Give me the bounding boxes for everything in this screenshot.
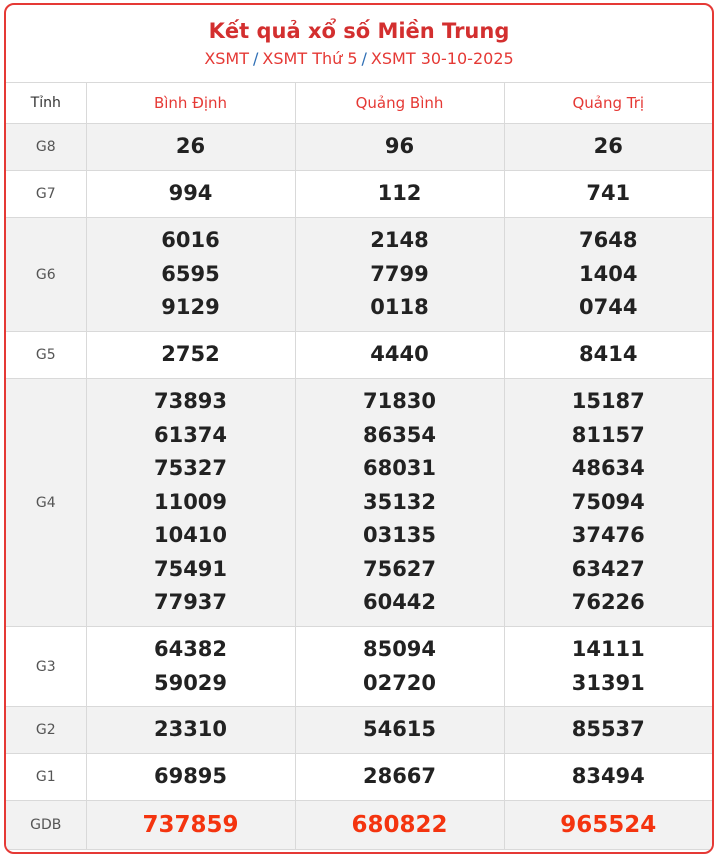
prize-number: 71830 (362, 389, 437, 414)
breadcrumb-xsmt-date[interactable]: XSMT 30-10-2025 (370, 49, 514, 68)
prize-label: G3 (6, 627, 86, 707)
results-table (6, 82, 712, 850)
prize-row-g5 (6, 332, 712, 379)
prize-cell (86, 124, 295, 171)
results-card (4, 3, 714, 854)
prize-number: 96 (384, 134, 415, 159)
prize-number: 64382 (153, 637, 228, 661)
prize-number: 8414 (579, 342, 638, 367)
prize-cell (504, 801, 712, 850)
results-header (6, 5, 712, 82)
prize-number: 26 (593, 134, 623, 159)
prize-label: G8 (6, 124, 86, 171)
prize-row-g7 (6, 171, 712, 218)
prize-number: 28667 (362, 764, 437, 789)
breadcrumb-xsmt-thu5[interactable]: XSMT Thứ 5 (262, 49, 358, 68)
breadcrumb-separator: / (253, 49, 259, 68)
prize-cell (86, 171, 295, 218)
page-title: Kết quả xổ số Miền Trung (208, 19, 510, 43)
prize-cell (295, 218, 504, 332)
prize-cell (504, 124, 712, 171)
prize-number: 75491 (153, 556, 228, 581)
prize-number: 7799 (370, 261, 429, 286)
province-quang-binh[interactable]: Quảng Bình (295, 83, 504, 124)
prize-number: 31391 (571, 670, 645, 695)
prize-cell (295, 627, 504, 707)
prize-cell (504, 754, 712, 801)
prize-cell (504, 707, 712, 754)
breadcrumb (6, 49, 712, 69)
prize-cell (295, 171, 504, 218)
prize-number: 73893 (153, 389, 228, 414)
prize-label: G1 (6, 754, 86, 801)
prize-number: 1404 (579, 261, 638, 286)
prize-number: 112 (377, 181, 422, 206)
prize-cell (295, 332, 504, 379)
prize-row-g4 (6, 379, 712, 627)
prize-row-gdb (6, 801, 712, 850)
prize-number: 26 (175, 134, 206, 159)
breadcrumb-xsmt[interactable]: XSMT (204, 49, 250, 68)
prize-cell (295, 124, 504, 171)
prize-cell (86, 218, 295, 332)
prize-number: 81157 (571, 422, 645, 447)
prize-label: G2 (6, 707, 86, 754)
prize-number: 83494 (571, 764, 645, 789)
prize-number: 75627 (362, 556, 437, 581)
prize-number: 9129 (161, 295, 220, 320)
prize-cell (504, 171, 712, 218)
prize-number: 2148 (370, 228, 429, 253)
prize-number: 7648 (579, 228, 638, 253)
prize-number: 994 (168, 181, 213, 206)
prize-row-g3 (6, 627, 712, 707)
prize-number: 63427 (571, 556, 645, 581)
prize-number: 6595 (161, 261, 220, 286)
prize-cell (295, 754, 504, 801)
prize-label: G4 (6, 379, 86, 627)
prize-number: 68031 (362, 456, 437, 481)
prize-number: 741 (586, 181, 631, 206)
prize-number: 0744 (579, 295, 638, 320)
prize-number: 86354 (362, 422, 437, 447)
prize-cell (295, 801, 504, 850)
prize-number: 85537 (571, 717, 645, 742)
prize-label: G7 (6, 171, 86, 218)
prize-row-g1 (6, 754, 712, 801)
prize-number: 75327 (153, 456, 228, 481)
prize-number: 4440 (370, 342, 429, 367)
prize-cell (504, 332, 712, 379)
prize-row-g2 (6, 707, 712, 754)
prize-number: 59029 (153, 670, 228, 695)
prize-cell (86, 379, 295, 627)
special-prize-number: 965524 (560, 812, 657, 838)
prize-number: 03135 (362, 523, 437, 548)
prize-number: 76226 (571, 590, 645, 615)
prize-number: 37476 (571, 523, 645, 548)
prize-label: GDB (6, 801, 86, 850)
prize-number: 60442 (362, 590, 437, 615)
prize-number: 77937 (153, 590, 228, 615)
prize-cell (295, 379, 504, 627)
prize-row-g6 (6, 218, 712, 332)
prize-label: G6 (6, 218, 86, 332)
prize-number: 48634 (571, 456, 645, 481)
special-prize-number: 737859 (142, 812, 239, 838)
province-binh-dinh[interactable]: Bình Định (86, 83, 295, 124)
prize-cell (86, 707, 295, 754)
prize-cell (504, 627, 712, 707)
prize-label: G5 (6, 332, 86, 379)
prize-cell (295, 707, 504, 754)
prize-number: 23310 (153, 717, 228, 742)
prize-number: 0118 (370, 295, 429, 320)
prize-number: 15187 (571, 389, 645, 414)
table-header-row (6, 83, 712, 124)
prize-number: 2752 (161, 342, 220, 367)
prize-number: 54615 (362, 717, 437, 742)
prize-cell (504, 218, 712, 332)
breadcrumb-separator: / (361, 49, 367, 68)
prize-number: 14111 (571, 637, 645, 661)
prize-number: 69895 (153, 764, 228, 789)
prize-number: 85094 (362, 637, 437, 661)
prize-number: 75094 (571, 489, 645, 514)
province-column-header: Tỉnh (6, 83, 86, 124)
prize-number: 10410 (153, 523, 228, 548)
prize-cell (86, 801, 295, 850)
prize-cell (86, 627, 295, 707)
prize-cell (86, 332, 295, 379)
prize-row-g8 (6, 124, 712, 171)
special-prize-number: 680822 (351, 812, 448, 838)
prize-number: 11009 (153, 489, 228, 514)
prize-number: 6016 (161, 228, 220, 253)
province-quang-tri: Quảng Trị (504, 83, 712, 124)
prize-number: 35132 (362, 489, 437, 514)
prize-number: 61374 (153, 422, 228, 447)
prize-cell (504, 379, 712, 627)
prize-number: 02720 (362, 670, 437, 695)
prize-cell (86, 754, 295, 801)
